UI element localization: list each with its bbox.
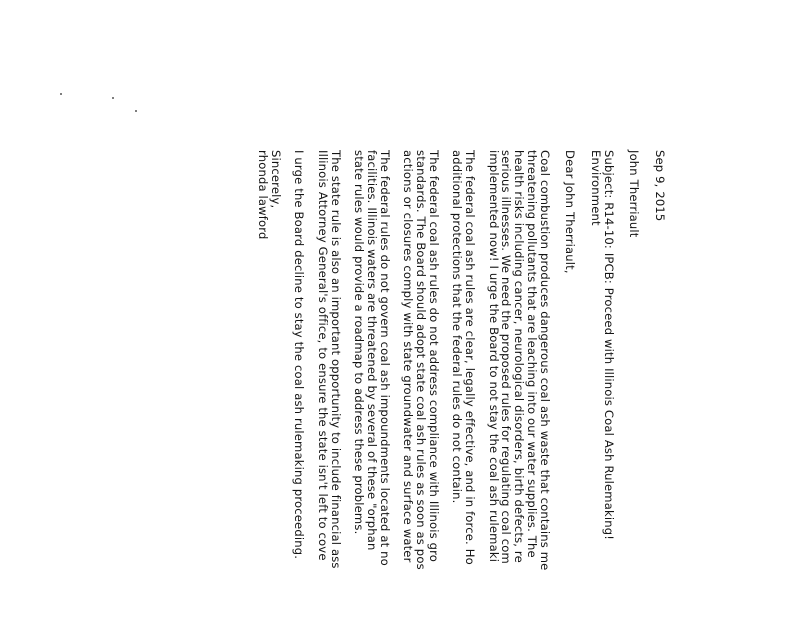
letter-date: Sep 9, 2015 xyxy=(653,150,667,222)
letter-body xyxy=(255,150,667,618)
paragraph-line: serious illnesses. We need the proposed rules for regulating coal com xyxy=(499,150,514,564)
scan-speck xyxy=(112,97,114,99)
paragraph-line: health risks including cancer, neurological disorders, birth defects, re xyxy=(512,150,527,563)
letter-paragraph xyxy=(293,150,306,618)
paragraph-line: Coal combustion produces dangerous coal ash waste that contains me xyxy=(537,150,552,571)
letter-paragraph xyxy=(487,150,550,618)
letter-subject-line: Environment xyxy=(588,150,603,226)
letter-salutation: Dear John Therriault, xyxy=(563,150,578,274)
letter-paragraph xyxy=(316,150,341,618)
letter-paragraph xyxy=(353,150,391,618)
letter-closing: Sincerely, xyxy=(268,150,283,209)
scan-speck xyxy=(60,93,62,95)
paragraph-line: facilities. Illinois waters are threatened by several of these "orphan xyxy=(365,150,379,551)
paragraph-line: The federal coal ash rules do not address compliance with Illinois gro xyxy=(426,150,441,563)
letter-paragraph xyxy=(451,150,476,618)
paragraph-line: actions or closures comply with state groundwater and surface water xyxy=(401,150,416,563)
paragraph-line: threatening pollutants that are leaching into our water supplies. The xyxy=(524,150,539,558)
paragraph-line: state rules would provide a roadmap to address these problems. xyxy=(352,150,367,535)
letter-paragraph xyxy=(402,150,440,618)
letter-recipient: John Therriault xyxy=(627,150,642,238)
paragraph-line: implemented now! I urge the Board to not stay the coal ash rulemaki xyxy=(486,150,501,563)
paragraph-line: Illinois Attorney General's office, to ensure the state isn't left to cove xyxy=(315,150,330,561)
letter-signature: rhonda lawford xyxy=(255,150,270,240)
paragraph-line: The federal rules do not govern coal ash impoundments located at no xyxy=(377,150,392,566)
paragraph-line: standards. The Board should adopt state coal ash rules as soon as pos xyxy=(414,150,429,570)
paragraph-line: additional protections that the federal rules do not contain. xyxy=(450,150,465,504)
paragraph-line: The federal coal ash rules are clear, legally effective, and in force. Ho xyxy=(463,150,478,565)
paragraph-line: I urge the Board decline to stay the coal ash rulemaking proceeding. xyxy=(292,150,307,560)
letter-subject-line: Subject: R14-10: IPCB: Proceed with Illinois Coal Ash Rulemaking! xyxy=(601,150,616,541)
paragraph-line: The state rule is also an important opportunity to include financial ass xyxy=(328,150,343,569)
scan-speck xyxy=(135,110,137,112)
